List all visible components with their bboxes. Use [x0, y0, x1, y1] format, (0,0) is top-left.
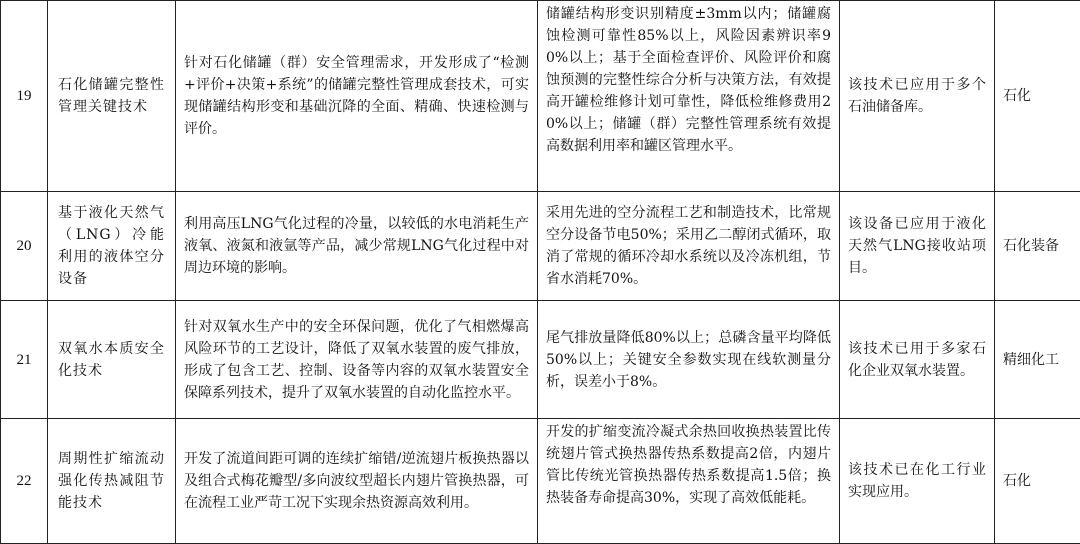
row-number: 20	[1, 192, 48, 301]
tech-indicators: 尾气排放量降低80%以上；总磷含量平均降低50%以上；关键安全参数实现在线软测量分析，误差小于8%。	[538, 301, 840, 419]
table-row	[1, 301, 1080, 419]
table-row	[1, 419, 1080, 544]
tech-field: 精细化工	[995, 301, 1080, 419]
table-row	[1, 1, 1080, 192]
tech-name: 基于液化天然气（LNG）冷能利用的液体空分设备	[48, 192, 176, 301]
tech-indicators: 储罐结构形变识别精度±3mm以内；储罐腐蚀检测可靠性85%以上，风险因素辨识率90%以上；基于全面检查评价、风险评价和腐蚀预测的完整性综合分析与决策方法，有效提高开罐检维修计划可靠性，降低检维修费用20%以上；储罐（群）完整性管理系统有效提高数据利用率和罐区管理水平。	[538, 1, 840, 192]
tech-application: 该设备已应用于液化天然气LNG接收站项目。	[840, 192, 995, 301]
tech-content: 开发了流道间距可调的连续扩缩错/逆流翅片板换热器以及组合式梅花瓣型/多向波纹型超长内翅片管换热器，可在流程工业严苛工况下实现余热资源高效利用。	[176, 419, 538, 544]
tech-content: 针对石化储罐（群）安全管理需求，开发形成了“检测+评价+决策+系统”的储罐完整性管理成套技术，可实现储罐结构形变和基础沉降的全面、精确、快速检测与评价。	[176, 1, 538, 192]
row-number: 22	[1, 419, 48, 544]
tech-content: 利用高压LNG气化过程的冷量，以较低的水电消耗生产液氧、液氮和液氩等产品，减少常规LNG气化过程中对周边环境的影响。	[176, 192, 538, 301]
tech-application: 该技术已应用于多个石油储备库。	[840, 1, 995, 192]
tech-name: 双氧水本质安全化技术	[48, 301, 176, 419]
table-row	[1, 192, 1080, 301]
tech-field: 石化	[995, 1, 1080, 192]
row-number: 19	[1, 1, 48, 192]
tech-name: 石化储罐完整性管理关键技术	[48, 1, 176, 192]
tech-indicators: 采用先进的空分流程工艺和制造技术，比常规空分设备节电50%；采用乙二醇闭式循环，取消了常规的循环冷却水系统以及冷冻机组，节省水消耗70%。	[538, 192, 840, 301]
tech-name: 周期性扩缩流动强化传热减阻节能技术	[48, 419, 176, 544]
tech-content: 针对双氧水生产中的安全环保问题，优化了气相燃爆高风险环节的工艺设计，降低了双氧水装置的废气排放，形成了包含工艺、控制、设备等内容的双氧水装置安全保障系列技术，提升了双氧水装置的自动化监控水平。	[176, 301, 538, 419]
tech-field: 石化	[995, 419, 1080, 544]
row-number: 21	[1, 301, 48, 419]
tech-application: 该技术已在化工行业实现应用。	[840, 419, 995, 544]
tech-indicators: 开发的扩缩变流冷凝式余热回收换热装置比传统翅片管式换热器传热系数提高2倍，内翅片管比传统光管换热器传热系数提高1.5倍；换热装备寿命提高30%，实现了高效低能耗。	[538, 419, 840, 544]
tech-field: 石化装备	[995, 192, 1080, 301]
tech-application: 该技术已用于多家石化企业双氧水装置。	[840, 301, 995, 419]
